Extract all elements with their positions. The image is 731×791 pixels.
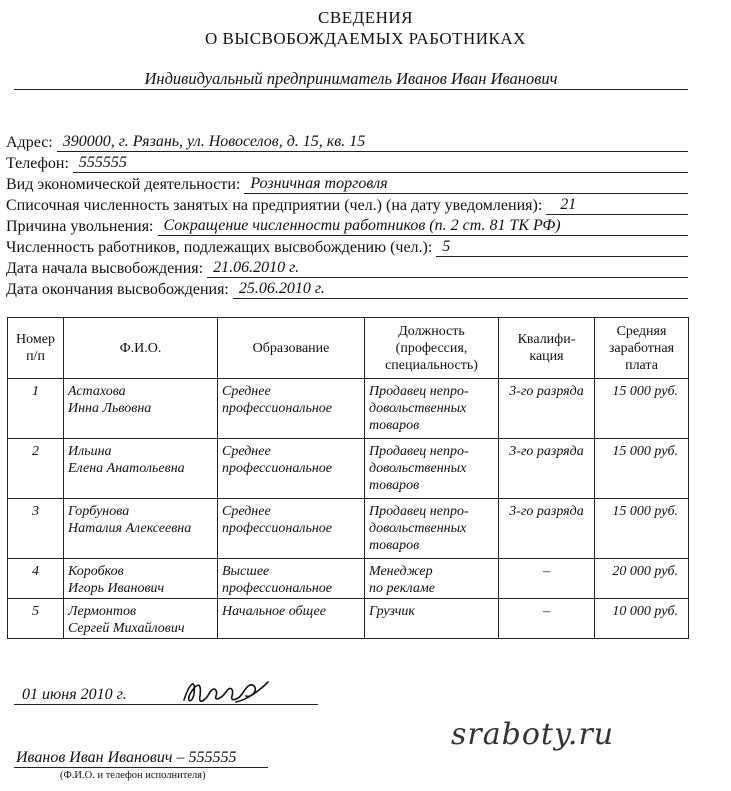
field-label: Численность работников, подлежащих высвобождению (чел.): <box>6 239 433 256</box>
site-watermark: sraboty.ru <box>451 717 615 752</box>
field-value: 390000, г. Рязань, ул. Новоселов, д. 15, кв. 15 <box>62 133 366 150</box>
employee-salary: 20 000 руб. <box>595 559 689 599</box>
field-activity <box>6 173 688 194</box>
field-value-line <box>207 259 688 278</box>
employee-salary: 10 000 руб. <box>595 599 689 639</box>
field-label: Списочная численность занятых на предприятии (чел.) (на дату уведомления): <box>6 197 543 214</box>
employee-name: Ильина Елена Анатольевна <box>64 439 218 499</box>
employee-qualification: 3-го разряда <box>499 499 595 559</box>
column-header-position: Должность (профессия, специальность) <box>365 318 499 379</box>
employee-name: Коробков Игорь Иванович <box>64 559 218 599</box>
row-number: 3 <box>8 499 64 559</box>
table-row <box>8 499 689 559</box>
document-title: СВЕДЕНИЯ <box>318 8 413 27</box>
employee-name: Астахова Инна Львовна <box>64 379 218 439</box>
entity-name: Индивидуальный предприниматель Иванов Иван Иванович <box>144 69 558 88</box>
executor-name-phone: Иванов Иван Иванович – 555555 <box>16 749 237 766</box>
field-value: 21 <box>560 196 577 213</box>
field-value: Сокращение численности работников (п. 2 ст. 81 ТК РФ) <box>163 217 561 234</box>
executor-caption: (Ф.И.О. и телефон исполнителя) <box>60 770 206 781</box>
employee-position: Продавец непро- довольственных товаров <box>365 379 499 439</box>
field-label: Вид экономической деятельности: <box>6 176 241 193</box>
column-header-name: Ф.И.О. <box>64 318 218 379</box>
field-value-line <box>73 154 688 173</box>
row-number: 5 <box>8 599 64 639</box>
employee-education: Начальное общее <box>218 599 365 639</box>
column-header-qualification: Квалифи- кация <box>499 318 595 379</box>
employee-salary: 15 000 руб. <box>595 439 689 499</box>
field-release-count <box>6 236 688 257</box>
field-value-line <box>436 238 688 257</box>
employee-qualification: 3-го разряда <box>499 439 595 499</box>
field-value: 21.06.2010 г. <box>213 259 300 276</box>
table-row <box>8 379 689 439</box>
field-label: Телефон: <box>6 155 69 172</box>
column-header-salary: Средняя заработная плата <box>595 318 689 379</box>
field-start-date <box>6 257 688 278</box>
employee-education: Высшее профессиональное <box>218 559 365 599</box>
field-label: Дата начала высвобождения: <box>6 260 204 277</box>
employee-position: Продавец непро- довольственных товаров <box>365 499 499 559</box>
field-label: Причина увольнения: <box>6 218 154 235</box>
employee-salary: 15 000 руб. <box>595 379 689 439</box>
row-number: 1 <box>8 379 64 439</box>
document-subtitle: О ВЫСВОБОЖДАЕМЫХ РАБОТНИКАХ <box>205 29 526 48</box>
row-number: 4 <box>8 559 64 599</box>
table-row <box>8 559 689 599</box>
employee-name: Лермонтов Сергей Михайлович <box>64 599 218 639</box>
table-row <box>8 599 689 639</box>
field-label: Дата окончания высвобождения: <box>6 281 229 298</box>
field-value-line <box>244 175 688 194</box>
field-value-line <box>546 196 688 215</box>
field-reason <box>6 215 688 236</box>
field-value: 555555 <box>78 154 127 171</box>
field-value-line <box>158 217 689 236</box>
row-number: 2 <box>8 439 64 499</box>
field-value-line <box>57 133 688 152</box>
employee-education: Среднее профессиональное <box>218 499 365 559</box>
field-label: Адрес: <box>6 134 53 151</box>
field-value: Розничная торговля <box>250 175 388 192</box>
signature-date: 01 июня 2010 г. <box>22 686 127 703</box>
employee-qualification: 3-го разряда <box>499 379 595 439</box>
field-phone <box>6 152 688 173</box>
table-row <box>8 439 689 499</box>
employee-education: Среднее профессиональное <box>218 439 365 499</box>
column-header-education: Образование <box>218 318 365 379</box>
field-value-line <box>233 280 688 299</box>
field-value: 25.06.2010 г. <box>238 280 325 297</box>
column-header-number: Номер п/п <box>8 318 64 379</box>
employee-position: Грузчик <box>365 599 499 639</box>
employee-education: Среднее профессиональное <box>218 379 365 439</box>
employee-position: Продавец непро- довольственных товаров <box>365 439 499 499</box>
employee-name: Горбунова Наталия Алексеевна <box>64 499 218 559</box>
handwritten-signature <box>176 672 276 712</box>
employee-salary: 15 000 руб. <box>595 499 689 559</box>
field-headcount <box>6 194 688 215</box>
employee-position: Менеджер по рекламе <box>365 559 499 599</box>
table-header-row <box>8 318 689 379</box>
field-value: 5 <box>442 238 451 255</box>
field-address <box>6 131 688 152</box>
field-end-date <box>6 278 688 299</box>
employee-qualification: – <box>499 599 595 639</box>
employees-table <box>7 317 689 639</box>
employee-qualification: – <box>499 559 595 599</box>
